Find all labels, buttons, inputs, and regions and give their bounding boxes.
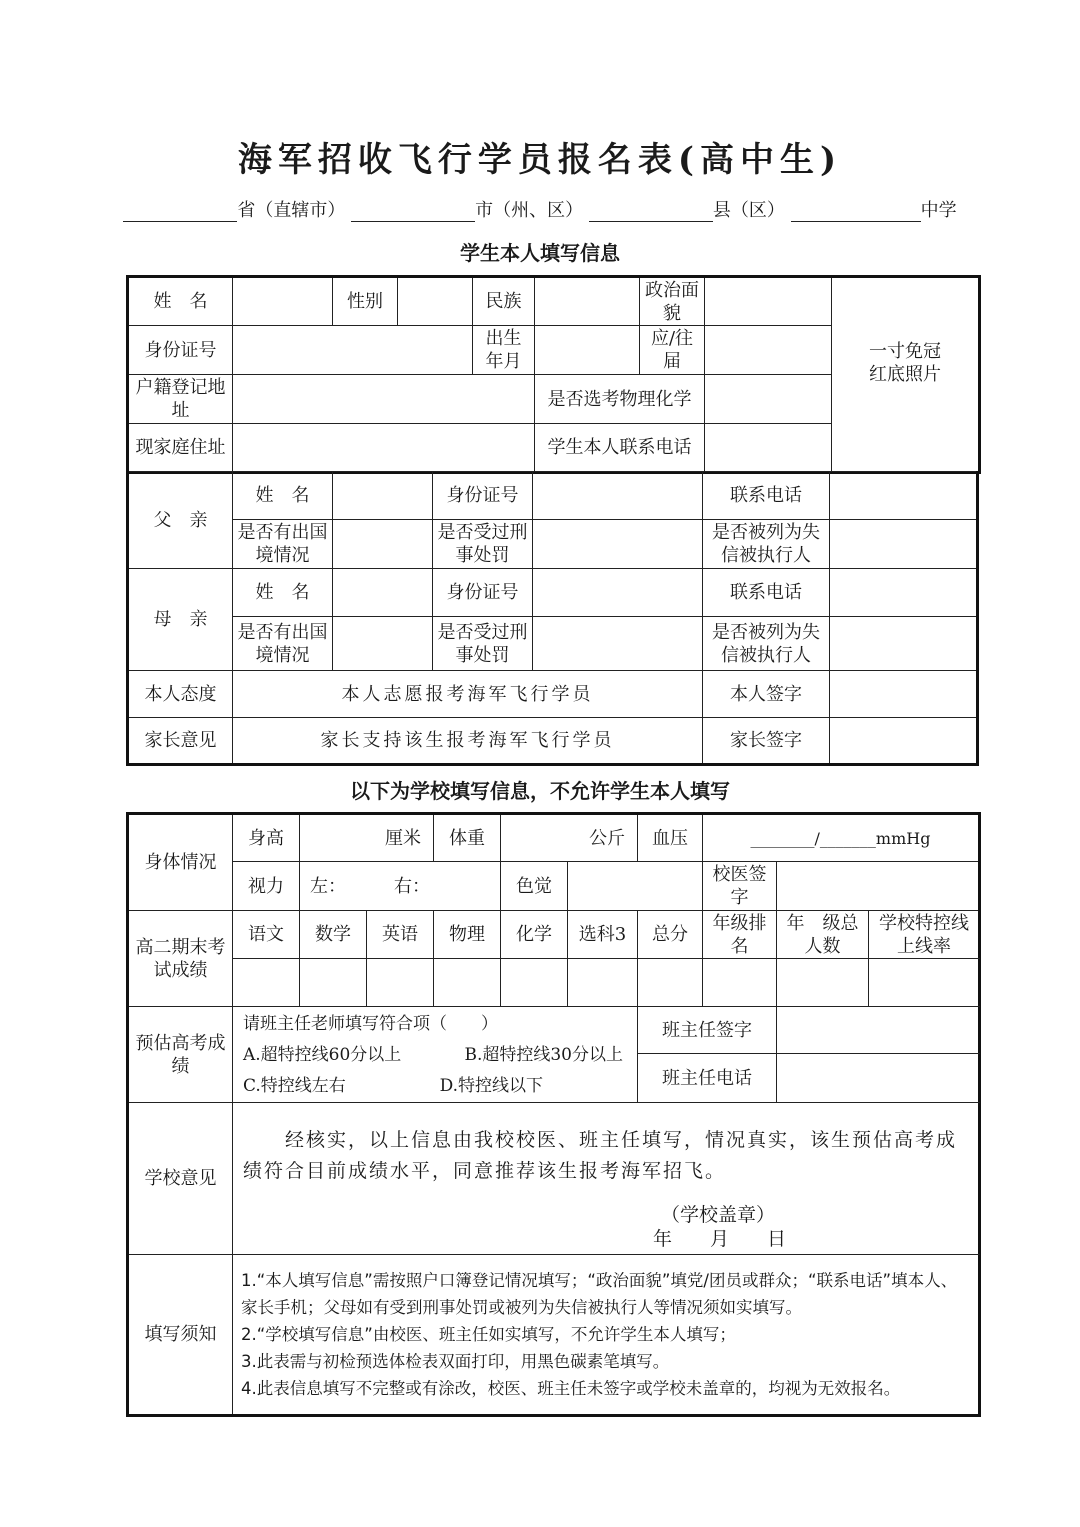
phone-field[interactable] (705, 424, 832, 473)
estimate-prompt: 请班主任老师填写符合项（ ） (243, 1014, 498, 1034)
parent-sign-label: 家长签字 (703, 718, 830, 765)
region-line (0, 196, 1080, 222)
estimate-option-d: D.特控线以下 (439, 1076, 543, 1096)
name-field[interactable] (233, 277, 333, 326)
father-name-field[interactable] (333, 472, 433, 520)
exam-col-math: 数学 (300, 911, 367, 959)
parent-opinion-text: 家长支持该生报考海军飞行学员 (233, 718, 703, 765)
exam-col-grade-total: 年 级总人数 (777, 911, 869, 959)
mother-crime-field[interactable] (533, 617, 703, 671)
height-label: 身高 (233, 814, 300, 862)
mother-label: 母 亲 (128, 569, 233, 671)
hukou-field[interactable] (233, 375, 535, 424)
vision-right-label: 右： (394, 875, 430, 897)
phone-label: 学生本人联系电话 (535, 424, 705, 473)
school-date: 年 月 日 (653, 1228, 787, 1250)
exam-col-physics: 物理 (434, 911, 501, 959)
physchem-field[interactable] (705, 375, 832, 424)
exam-score-chinese[interactable] (233, 959, 300, 1007)
note-item: 4.此表信息填写不完整或有涂改，校医、班主任未签字或学校未盖章的，均视为无效报名。 (241, 1379, 901, 1398)
gender-label: 性别 (333, 277, 398, 326)
province-label: 省（直辖市） (237, 200, 346, 221)
father-abroad-label: 是否有出国境情况 (233, 520, 333, 569)
father-name-label: 姓 名 (233, 472, 333, 520)
province-blank[interactable] (123, 203, 237, 222)
section-school-title: 以下为学校填写信息，不允许学生本人填写 (350, 779, 730, 803)
notes-box (233, 1255, 980, 1416)
home-label: 现家庭住址 (128, 424, 233, 473)
parent-info-table (126, 471, 979, 766)
county-label: 县（区） (712, 200, 785, 221)
note-item: 3.此表需与初检预选体检表双面打印，用黑色碳素笔填写。 (241, 1352, 670, 1371)
exam-col-rank: 年级排名 (703, 911, 777, 959)
mother-id-label: 身份证号 (433, 569, 533, 617)
exam-col-chemistry: 化学 (501, 911, 568, 959)
exam-score-english[interactable] (367, 959, 434, 1007)
mother-phone-field[interactable] (830, 569, 978, 617)
father-credit-field[interactable] (830, 520, 978, 569)
home-field[interactable] (233, 424, 535, 473)
city-label: 市（州、区） (475, 200, 584, 221)
parent-sign-field[interactable] (830, 718, 978, 765)
vision-left-label: 左： (310, 875, 346, 897)
exam-score-line-rate[interactable] (869, 959, 980, 1007)
mother-id-field[interactable] (533, 569, 703, 617)
school-opinion-box[interactable] (233, 1103, 980, 1255)
father-id-label: 身份证号 (433, 472, 533, 520)
exam-col-total: 总分 (638, 911, 703, 959)
father-crime-label: 是否受过刑事处罚 (433, 520, 533, 569)
father-id-field[interactable] (533, 472, 703, 520)
father-phone-label: 联系电话 (703, 472, 830, 520)
bp-field[interactable]: ________/_______mmHg (703, 814, 980, 862)
county-blank[interactable] (589, 203, 713, 222)
school-info-table (126, 812, 981, 1417)
color-label: 色觉 (501, 862, 568, 911)
parent-opinion-label: 家长意见 (128, 718, 233, 765)
attitude-sign-field[interactable] (830, 671, 978, 718)
section-student-title: 学生本人填写信息 (460, 241, 620, 265)
physical-label: 身体情况 (128, 814, 233, 911)
teacher-phone-field[interactable] (777, 1054, 980, 1103)
estimate-option-b: B.超特控线30分以上 (464, 1045, 623, 1065)
grad-field[interactable] (705, 326, 832, 375)
form-title: 海军招收飞行学员报名表(高中生) (237, 140, 843, 180)
exam-score-elective3[interactable] (568, 959, 638, 1007)
mother-name-label: 姓 名 (233, 569, 333, 617)
exam-col-elective3: 选科3 (568, 911, 638, 959)
mother-phone-label: 联系电话 (703, 569, 830, 617)
cm-unit: 厘米 (385, 827, 421, 849)
notes-label: 填写须知 (128, 1255, 233, 1416)
political-label: 政治面貌 (640, 277, 705, 326)
mother-crime-label: 是否受过刑事处罚 (433, 617, 533, 671)
weight-label: 体重 (434, 814, 501, 862)
school-opinion-text: 经核实，以上信息由我校校医、班主任填写，情况真实，该生预估高考成绩符合目前成绩水平，同意推荐该生报考海军招飞。 (243, 1129, 958, 1182)
photo-box[interactable] (832, 277, 980, 473)
estimate-options[interactable] (233, 1007, 638, 1103)
estimate-option-c: C.特控线左右 (243, 1076, 346, 1096)
school-label: 中学 (920, 200, 957, 221)
attitude-sign-label: 本人签字 (703, 671, 830, 718)
exam-score-physics[interactable] (434, 959, 501, 1007)
mother-credit-field[interactable] (830, 617, 978, 671)
name-label: 姓 名 (128, 277, 233, 326)
father-label: 父 亲 (128, 472, 233, 569)
father-abroad-field[interactable] (333, 520, 433, 569)
exam-score-math[interactable] (300, 959, 367, 1007)
physchem-label: 是否选考物理化学 (535, 375, 705, 424)
estimate-option-a: A.超特控线60分以上 (243, 1045, 402, 1065)
vision-field[interactable] (300, 862, 501, 911)
mother-credit-label: 是否被列为失信被执行人 (703, 617, 830, 671)
school-stamp: （学校盖章） (661, 1204, 776, 1226)
exam-col-chinese: 语文 (233, 911, 300, 959)
note-item: 2.“学校填写信息”由校医、班主任如实填写，不允许学生本人填写； (241, 1325, 736, 1344)
ethnic-label: 民族 (473, 277, 535, 326)
exam-score-chemistry[interactable] (501, 959, 568, 1007)
student-info-table (126, 275, 981, 474)
father-crime-field[interactable] (533, 520, 703, 569)
doctor-sign-field[interactable] (777, 862, 980, 911)
exam-score-grade-total[interactable] (777, 959, 869, 1007)
father-phone-field[interactable] (830, 472, 978, 520)
height-field[interactable] (300, 814, 434, 862)
weight-field[interactable] (501, 814, 638, 862)
teacher-phone-label: 班主任电话 (638, 1054, 777, 1103)
school-opinion-label: 学校意见 (128, 1103, 233, 1255)
hukou-label: 户籍登记地址 (128, 375, 233, 424)
exam-col-line-rate: 学校特控线上线率 (869, 911, 980, 959)
father-credit-label: 是否被列为失信被执行人 (703, 520, 830, 569)
attitude-label: 本人态度 (128, 671, 233, 718)
school-blank[interactable] (791, 203, 921, 222)
exam-score-rank[interactable] (703, 959, 777, 1007)
political-field[interactable] (705, 277, 832, 326)
exam-score-total[interactable] (638, 959, 703, 1007)
attitude-text: 本人志愿报考海军飞行学员 (233, 671, 703, 718)
id-field[interactable] (233, 326, 473, 375)
teacher-sign-label: 班主任签字 (638, 1007, 777, 1054)
id-label: 身份证号 (128, 326, 233, 375)
vision-label: 视力 (233, 862, 300, 911)
color-field[interactable] (568, 862, 703, 911)
photo-label: 一寸免冠红底照片 (869, 341, 941, 385)
exam-label: 高二期末考试成绩 (128, 911, 233, 1007)
kg-unit: 公斤 (589, 827, 625, 849)
bp-label: 血压 (638, 814, 703, 862)
grad-label: 应/往届 (640, 326, 705, 375)
teacher-sign-field[interactable] (777, 1007, 980, 1054)
doctor-sign-label: 校医签字 (703, 862, 777, 911)
birth-field[interactable] (535, 326, 640, 375)
birth-label: 出生年月 (473, 326, 535, 375)
gender-field[interactable] (398, 277, 473, 326)
city-blank[interactable] (351, 203, 475, 222)
ethnic-field[interactable] (535, 277, 640, 326)
mother-abroad-field[interactable] (333, 617, 433, 671)
mother-abroad-label: 是否有出国境情况 (233, 617, 333, 671)
estimate-label: 预估高考成绩 (128, 1007, 233, 1103)
mother-name-field[interactable] (333, 569, 433, 617)
exam-col-english: 英语 (367, 911, 434, 959)
note-item: 1.“本人填写信息”需按照户口簿登记情况填写；“政治面貌”填党/团员或群众；“联系电话”填本人、家长手机；父母如有受到刑事处罚或被列为失信被执行人等情况须如实填写。 (241, 1271, 958, 1317)
